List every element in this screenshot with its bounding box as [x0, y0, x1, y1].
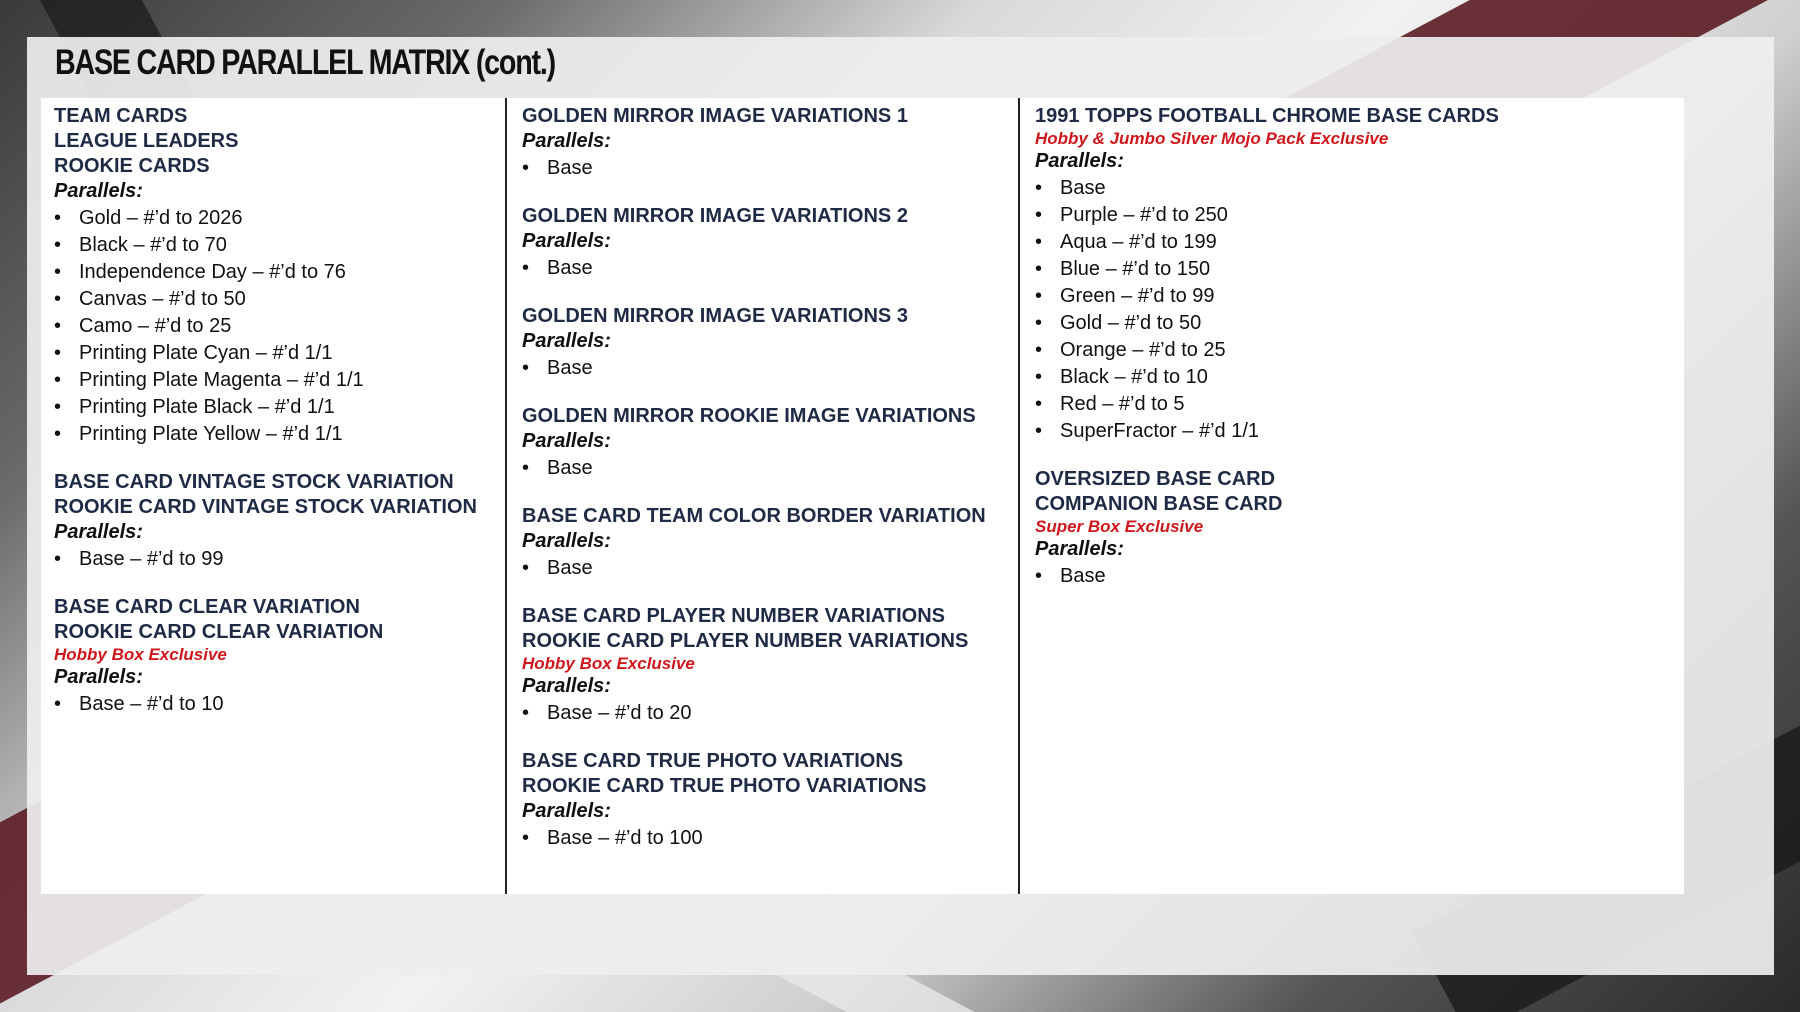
list-item: • Base	[522, 155, 1018, 182]
parallels-list	[54, 691, 505, 718]
parallels-list	[522, 455, 1018, 482]
parallels-list	[522, 555, 1018, 582]
list-item: • Aqua – #’d to 199	[1035, 229, 1684, 256]
group-heading: BASE CARD CLEAR VARIATION	[54, 596, 360, 618]
list-item: • Printing Plate Magenta – #’d 1/1	[54, 367, 505, 394]
group-heading: OVERSIZED BASE CARD	[1035, 468, 1276, 490]
parallels-list	[522, 700, 1018, 727]
card-group	[54, 470, 505, 573]
group-heading: TEAM CARDS	[54, 105, 188, 127]
list-item: • Base	[522, 455, 1018, 482]
parallels-list	[522, 255, 1018, 282]
card-group	[522, 404, 1018, 482]
group-heading: ROOKIE CARD PLAYER NUMBER VARIATIONS	[522, 630, 969, 652]
parallels-label: Parallels:	[522, 130, 611, 152]
group-heading: GOLDEN MIRROR IMAGE VARIATIONS 1	[522, 105, 908, 127]
parallels-label: Parallels:	[1035, 150, 1124, 172]
column-3	[1018, 98, 1684, 894]
group-heading: ROOKIE CARD TRUE PHOTO VARIATIONS	[522, 775, 927, 797]
list-item: • Printing Plate Yellow – #’d 1/1	[54, 421, 505, 448]
exclusive-note: Hobby & Jumbo Silver Mojo Pack Exclusive	[1035, 129, 1389, 148]
parallels-list	[1035, 175, 1684, 445]
list-item: • Base – #’d to 99	[54, 546, 505, 573]
list-item: • Independence Day – #’d to 76	[54, 259, 505, 286]
exclusive-note: Hobby Box Exclusive	[522, 654, 695, 673]
slide	[27, 37, 1774, 975]
card-group	[522, 504, 1018, 582]
group-heading: GOLDEN MIRROR IMAGE VARIATIONS 2	[522, 205, 908, 227]
list-item: • Printing Plate Cyan – #’d 1/1	[54, 340, 505, 367]
list-item: • Base – #’d to 10	[54, 691, 505, 718]
card-group	[54, 595, 505, 718]
parallels-label: Parallels:	[522, 675, 611, 697]
parallels-label: Parallels:	[522, 530, 611, 552]
group-heading: ROOKIE CARDS	[54, 155, 210, 177]
list-item: • Red – #’d to 5	[1035, 391, 1684, 418]
parallels-list	[522, 155, 1018, 182]
list-item: • Base	[1035, 563, 1684, 590]
card-group	[522, 204, 1018, 282]
parallels-list	[522, 355, 1018, 382]
list-item: • SuperFractor – #’d 1/1	[1035, 418, 1684, 445]
group-heading: ROOKIE CARD CLEAR VARIATION	[54, 621, 384, 643]
parallels-list	[54, 205, 505, 448]
exclusive-note: Super Box Exclusive	[1035, 517, 1204, 536]
group-heading: BASE CARD VINTAGE STOCK VARIATION	[54, 471, 454, 493]
group-heading: GOLDEN MIRROR ROOKIE IMAGE VARIATIONS	[522, 405, 976, 427]
list-item: • Purple – #’d to 250	[1035, 202, 1684, 229]
list-item: • Base – #’d to 20	[522, 700, 1018, 727]
parallels-label: Parallels:	[522, 230, 611, 252]
list-item: • Gold – #’d to 50	[1035, 310, 1684, 337]
matrix-panel	[41, 98, 1684, 894]
group-heading: GOLDEN MIRROR IMAGE VARIATIONS 3	[522, 305, 908, 327]
column-1	[41, 98, 505, 894]
list-item: • Base	[1035, 175, 1684, 202]
card-group	[54, 104, 505, 448]
column-2	[505, 98, 1018, 894]
parallels-label: Parallels:	[1035, 538, 1124, 560]
group-heading: BASE CARD TEAM COLOR BORDER VARIATION	[522, 505, 986, 527]
card-group	[1035, 104, 1684, 445]
page-title: BASE CARD PARALLEL MATRIX (cont.)	[55, 43, 555, 82]
parallels-label: Parallels:	[522, 800, 611, 822]
group-heading: 1991 TOPPS FOOTBALL CHROME BASE CARDS	[1035, 105, 1499, 127]
card-group	[1035, 467, 1684, 590]
group-heading: BASE CARD TRUE PHOTO VARIATIONS	[522, 750, 904, 772]
card-group	[522, 749, 1018, 852]
parallels-label: Parallels:	[522, 330, 611, 352]
card-group	[522, 304, 1018, 382]
list-item: • Green – #’d to 99	[1035, 283, 1684, 310]
list-item: • Black – #’d to 10	[1035, 364, 1684, 391]
list-item: • Base	[522, 355, 1018, 382]
parallels-list	[1035, 563, 1684, 590]
list-item: • Base – #’d to 100	[522, 825, 1018, 852]
parallels-label: Parallels:	[522, 430, 611, 452]
list-item: • Printing Plate Black – #’d 1/1	[54, 394, 505, 421]
list-item: • Base	[522, 255, 1018, 282]
list-item: • Orange – #’d to 25	[1035, 337, 1684, 364]
exclusive-note: Hobby Box Exclusive	[54, 645, 227, 664]
list-item: • Canvas – #’d to 50	[54, 286, 505, 313]
parallels-label: Parallels:	[54, 666, 143, 688]
parallels-list	[522, 825, 1018, 852]
parallels-list	[54, 546, 505, 573]
group-heading: COMPANION BASE CARD	[1035, 493, 1283, 515]
group-heading: LEAGUE LEADERS	[54, 130, 239, 152]
list-item: • Blue – #’d to 150	[1035, 256, 1684, 283]
list-item: • Black – #’d to 70	[54, 232, 505, 259]
list-item: • Base	[522, 555, 1018, 582]
card-group	[522, 604, 1018, 727]
list-item: • Camo – #’d to 25	[54, 313, 505, 340]
list-item: • Gold – #’d to 2026	[54, 205, 505, 232]
parallels-label: Parallels:	[54, 180, 143, 202]
card-group	[522, 104, 1018, 182]
group-heading: BASE CARD PLAYER NUMBER VARIATIONS	[522, 605, 945, 627]
parallels-label: Parallels:	[54, 521, 143, 543]
group-heading: ROOKIE CARD VINTAGE STOCK VARIATION	[54, 496, 477, 518]
